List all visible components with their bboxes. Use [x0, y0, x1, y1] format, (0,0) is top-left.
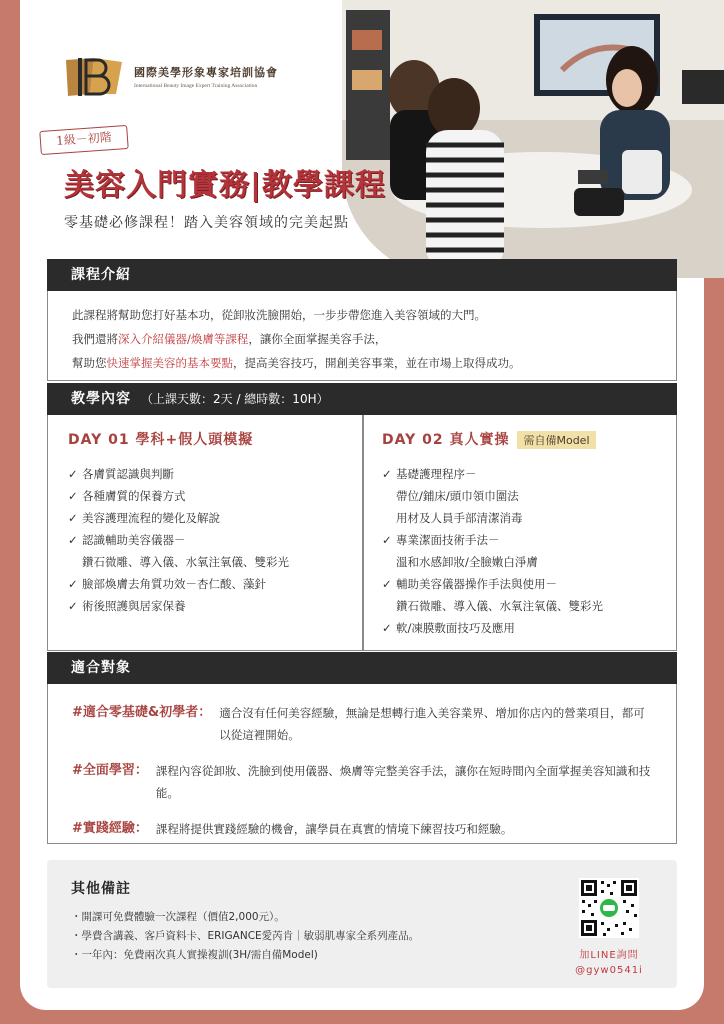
notes-panel [47, 860, 677, 988]
list-item: ✓ 各膚質認識與判斷 [68, 467, 174, 481]
list-item: ✓ 基礎護理程序－ [382, 467, 477, 481]
content-box [47, 415, 677, 651]
audience-row [72, 702, 652, 746]
intro-highlight-2: 快速掌握美容的基本要點 [106, 356, 233, 370]
page-subtitle: 零基礎必修課程！踏入美容領域的完美起點 [64, 215, 349, 231]
line-id: @gyw0541i [575, 965, 643, 976]
intro-line-3: 幫助您快速掌握美容的基本要點，提高美容技巧，開創美容事業，並在市場上取得成功。 [72, 356, 521, 370]
section-bar-audience [47, 652, 677, 684]
intro-line-2: 我們還將深入介紹儀器/煥膚等課程，讓你全面掌握美容手法， [72, 332, 387, 346]
note-item: ・學費含講義、客戶資料卡、ERIGANCE愛芮肯｜敏弱肌專家全系列產品。 [71, 930, 420, 942]
model-required-badge: 需自備Model [517, 431, 595, 449]
day2-column [382, 429, 672, 639]
day2-title: DAY 02 真人實操 需自備Model [382, 429, 672, 449]
section-bar-content [47, 383, 677, 415]
audience-box [47, 684, 677, 844]
list-item: ✓ 美容護理流程的變化及解說 [68, 511, 220, 525]
intro-highlight-1: 深入介紹儀器/煥膚等課程 [118, 332, 249, 346]
line-contact[interactable] [563, 948, 655, 978]
day1-title: DAY 01 學科+假人頭模擬 [68, 432, 254, 448]
list-item: 鑽石微雕、導入儀、水氧注氧儀、雙彩光 [396, 599, 603, 613]
list-item: ✓ 軟/凍膜敷面技巧及應用 [382, 621, 515, 635]
list-item: ✓ 臉部煥膚去角質功效－杏仁酸、藻針 [68, 577, 266, 591]
page-title: 美容入門實務|教學課程 [64, 168, 386, 203]
note-item: ・開課可免費體驗一次課程（價值2,000元）。 [71, 911, 285, 923]
notes-heading: 其他備註 [71, 881, 131, 897]
intro-line-1: 此課程將幫助您打好基本功，從卸妝洗臉開始，一步步帶您進入美容領域的大門。 [72, 308, 486, 322]
level-tag: 1級－初階 [39, 125, 128, 155]
logo-mark-icon [64, 52, 126, 100]
list-item: ✓ 各種膚質的保養方式 [68, 489, 186, 503]
audience-tag: #實踐經驗： [72, 821, 148, 836]
list-item: 鑽石微雕、導入儀、水氧注氧儀、雙彩光 [82, 555, 289, 569]
org-name-cn: 國際美學形象專家培訓協會 [134, 65, 278, 79]
audience-desc: 適合沒有任何美容經驗，無論是想轉行進入美容業界、增加你店內的營業項目，都可以從這裡開始。 [219, 706, 645, 742]
list-item: 帶位/鋪床/頭巾領巾圍法 [396, 489, 519, 503]
list-item: 溫和水感卸妝/全臉嫩白淨膚 [396, 555, 538, 569]
day1-column [68, 429, 358, 617]
list-item: ✓ 專業潔面技術手法－ [382, 533, 500, 547]
section-heading-intro: 課程介紹 [71, 267, 131, 283]
audience-tag: #全面學習： [72, 763, 148, 778]
audience-tag: #適合零基礎&初學者： [72, 705, 212, 720]
intro-box [47, 291, 677, 381]
association-logo [64, 52, 278, 100]
section-heading-content: 教學內容 [71, 391, 131, 407]
course-duration-note: （上課天數：2天 / 總時數：10H） [141, 392, 329, 406]
section-heading-audience: 適合對象 [71, 660, 131, 676]
list-item: 用材及人員手部清潔消毒 [396, 511, 523, 525]
audience-row [72, 760, 652, 804]
audience-row [72, 818, 652, 840]
list-item: ✓ 術後照護與居家保養 [68, 599, 186, 613]
audience-desc: 課程將提供實踐經驗的機會，讓學員在真實的情境下練習技巧和經驗。 [155, 822, 513, 836]
audience-desc: 課程內容從卸妝、洗臉到使用儀器、煥膚等完整美容手法，讓你在短時間內全面掌握美容知識和技能。 [155, 764, 651, 800]
list-item: ✓ 認識輔助美容儀器－ [68, 533, 186, 547]
line-qr-code[interactable] [579, 878, 639, 938]
list-item: ✓ 輔助美容儀器操作手法與使用－ [382, 577, 557, 591]
column-divider [362, 415, 364, 651]
note-item: ・一年內：免費兩次真人實操複訓(3H/需自備Model) [71, 949, 318, 961]
org-name-en: International Beauty Image Expert Training Association [134, 82, 258, 89]
section-bar-intro [47, 259, 677, 291]
line-cta-label: 加LINE詢問 [579, 950, 639, 961]
classroom-photo [342, 0, 724, 278]
